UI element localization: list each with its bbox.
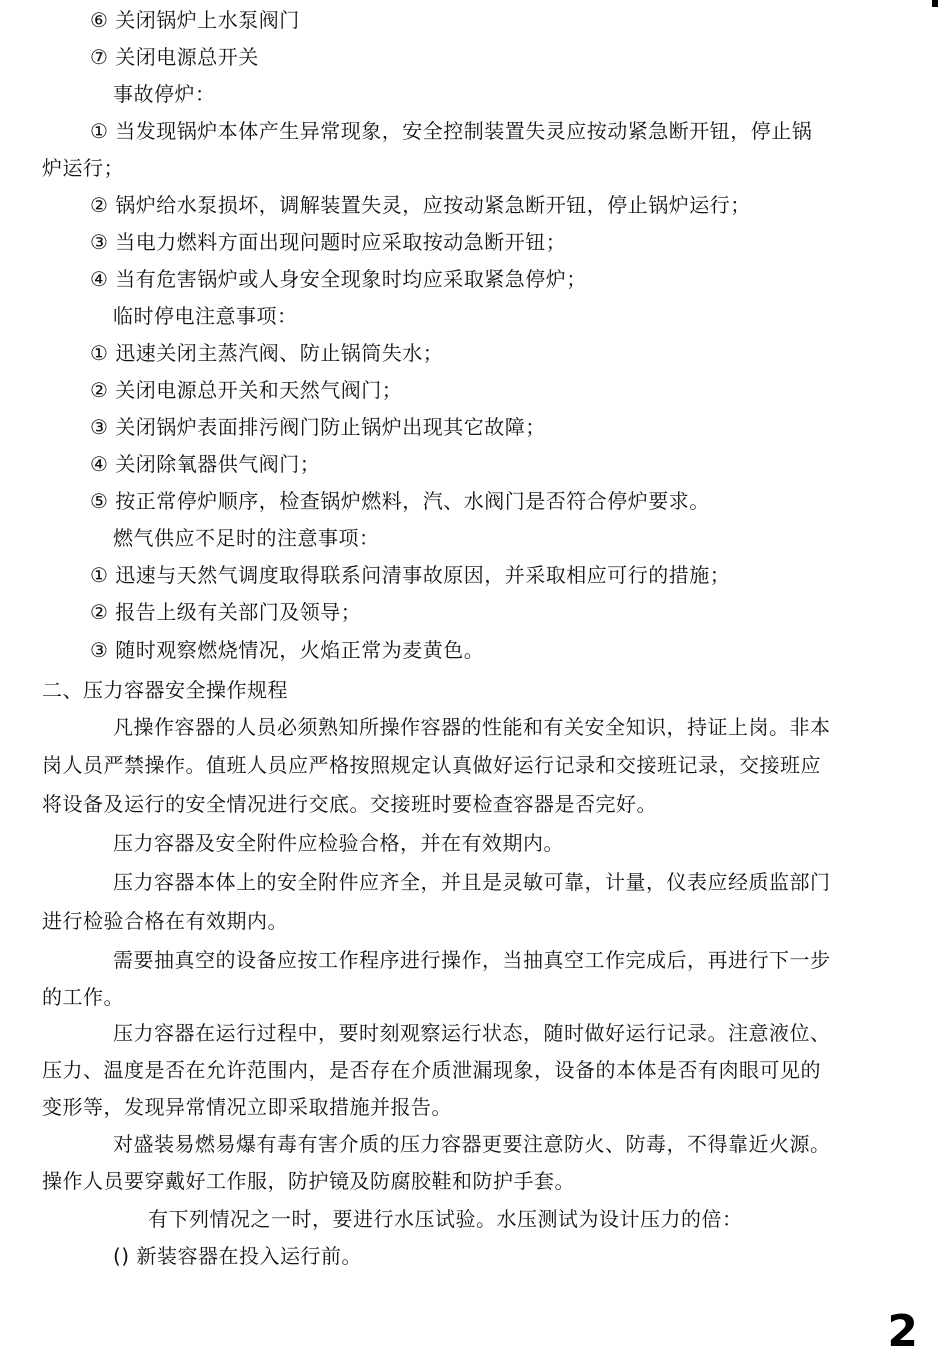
text-line: ③ 随时观察燃烧情况，火焰正常为麦黄色。 [90,638,485,662]
section-heading: 临时停电注意事项： [113,304,298,328]
text-line: 炉运行； [42,156,124,180]
text-line: 压力容器在运行过程中，要时刻观察运行状态，随时做好运行记录。注意液位、 [113,1021,831,1045]
text-line: ④ 当有危害锅炉或人身安全现象时均应采取紧急停炉； [90,267,587,291]
text-line: 压力、温度是否在允许范围内，是否存在介质泄漏现象，设备的本体是否有肉眼可见的 [42,1058,821,1082]
text-line: 凡操作容器的人员必须熟知所操作容器的性能和有关安全知识，持证上岗。非本 [113,715,831,739]
text-line: ② 报告上级有关部门及领导； [90,600,362,624]
text-line: 岗人员严禁操作。值班人员应严格按照规定认真做好运行记录和交接班记录，交接班应 [42,753,821,777]
text-line: 有下列情况之一时，要进行水压试验。水压测试为设计压力的倍： [148,1207,743,1231]
text-line: 将设备及运行的安全情况进行交底。交接班时要检查容器是否完好。 [42,792,657,816]
text-line: ① 迅速关闭主蒸汽阀、防止锅筒失水； [90,341,444,365]
text-line: () 新装容器在投入运行前。 [113,1244,362,1268]
text-line: ① 迅速与天然气调度取得联系问清事故原因，并采取相应可行的措施； [90,563,731,587]
text-line: ⑥ 关闭锅炉上水泵阀门 [90,8,300,32]
text-line: ③ 当电力燃料方面出现问题时应采取按动急断开钮； [90,230,567,254]
text-line: 对盛装易燃易爆有毒有害介质的压力容器更要注意防火、防毒，不得靠近火源。 [113,1132,831,1156]
text-line: 进行检验合格在有效期内。 [42,909,288,933]
text-line: 压力容器及安全附件应检验合格，并在有效期内。 [113,831,564,855]
text-line: ② 关闭电源总开关和天然气阀门； [90,378,403,402]
text-line: ② 锅炉给水泵损坏，调解装置失灵，应按动紧急断开钮，停止锅炉运行； [90,193,751,217]
text-line: 的工作。 [42,985,124,1009]
text-line: 操作人员要穿戴好工作服，防护镜及防腐胶鞋和防护手套。 [42,1169,575,1193]
text-line: ⑤ 按正常停炉顺序，检查锅炉燃料，汽、水阀门是否符合停炉要求。 [90,489,710,513]
corner-mark [932,0,938,7]
chapter-heading: 二、压力容器安全操作规程 [42,678,288,702]
section-heading: 燃气供应不足时的注意事项： [113,526,380,550]
section-heading: 事故停炉： [113,82,216,106]
text-line: 变形等，发现异常情况立即采取措施并报告。 [42,1095,452,1119]
text-line: 需要抽真空的设备应按工作程序进行操作，当抽真空工作完成后，再进行下一步 [113,948,831,972]
text-line: ③ 关闭锅炉表面排污阀门防止锅炉出现其它故障； [90,415,546,439]
text-line: 压力容器本体上的安全附件应齐全，并且是灵敏可靠，计量，仪表应经质监部门 [113,870,831,894]
text-line: ① 当发现锅炉本体产生异常现象，安全控制装置失灵应按动紧急断开钮，停止锅 [90,119,813,143]
page-number: 2 [887,1306,918,1357]
text-line: ⑦ 关闭电源总开关 [90,45,259,69]
text-line: ④ 关闭除氧器供气阀门； [90,452,321,476]
